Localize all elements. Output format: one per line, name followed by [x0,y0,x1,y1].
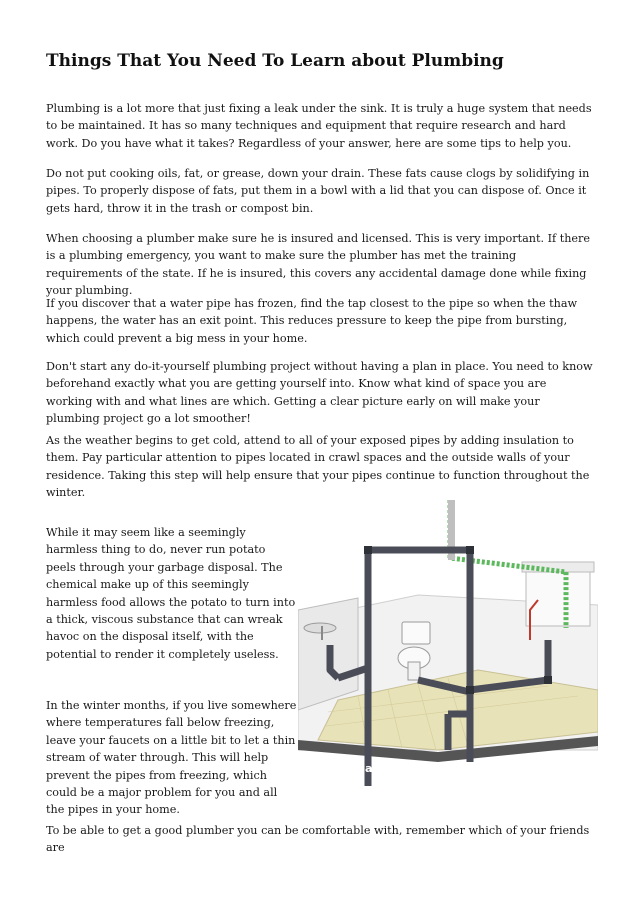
paragraph-good-plumber: To be able to get a good plumber you can be comfortable with, remember which of your friends are [46,824,590,855]
paragraph-potato-peels: While it may seem like a seemingly harmless thing to do, never run potato peels through your garbage disposal. The chemical make up of this seemingly harmless food allows the potato to turn into a thick, viscous substance that can wreak havoc on the disposal itself, with the potential to render it completely useless. [46,526,296,661]
paragraph-frozen-pipe: If you discover that a water pipe has frozen, find the tap closest to the pipe so when the thaw happens, the water has an exit point. This reduces pressure to keep the pipe from bursting, which could prevent a big mess in your home. [46,297,578,345]
paragraph-plan: Don't start any do-it-yourself plumbing project without having a plan in place. You need to know beforehand exactly what you are getting yourself into. Know what kind of space you are working with and what lines are which. Getting a clear picture early on will make your plumbing project go a lot smoother! [46,360,593,426]
paragraph-plumber-insured: When choosing a plumber make sure he is insured and licensed. This is very important. If there is a plumbing emergency, you want to make sure the plumber has met the training requirements of the state. If he is insured, this covers any accidental damage done while fixing your plumbing. [46,232,590,298]
page-title: Things That You Need To Learn about Plumbing [46,51,504,71]
figure-brand-watermark: Handyman [314,762,381,775]
paragraph-insulation: As the weather begins to get cold, attend to all of your exposed pipes by adding insulation to them. Pay particular attention to pipes located in crawl spaces and the outside walls of your residence. Taking this step will help ensure that your pipes continue to function throughout the winter. [46,434,590,500]
paragraph-grease: Do not put cooking oils, fat, or grease, down your drain. These fats cause clogs by solidifying in pipes. To properly dispose of fats, put them in a bowl with a lid that you can dispose of. Once it gets hard, throw it in the trash or compost bin. [46,167,590,215]
paragraph-intro: Plumbing is a lot more that just fixing a leak under the sink. It is truly a huge system that needs to be maintained. It has so many techniques and equipment that require research and hard work. Do you have what it takes? Regardless of your answer, here are some tips to help you. [46,102,592,150]
paragraph-winter-faucets: In the winter months, if you live somewhere where temperatures fall below freezing, leave your faucets on a little bit to let a thin stream of water through. This will help prevent the pipes from freezing, which could be a major problem for you and all the pipes in your home. [46,699,297,817]
plumbing-diagram-image [298,500,598,786]
